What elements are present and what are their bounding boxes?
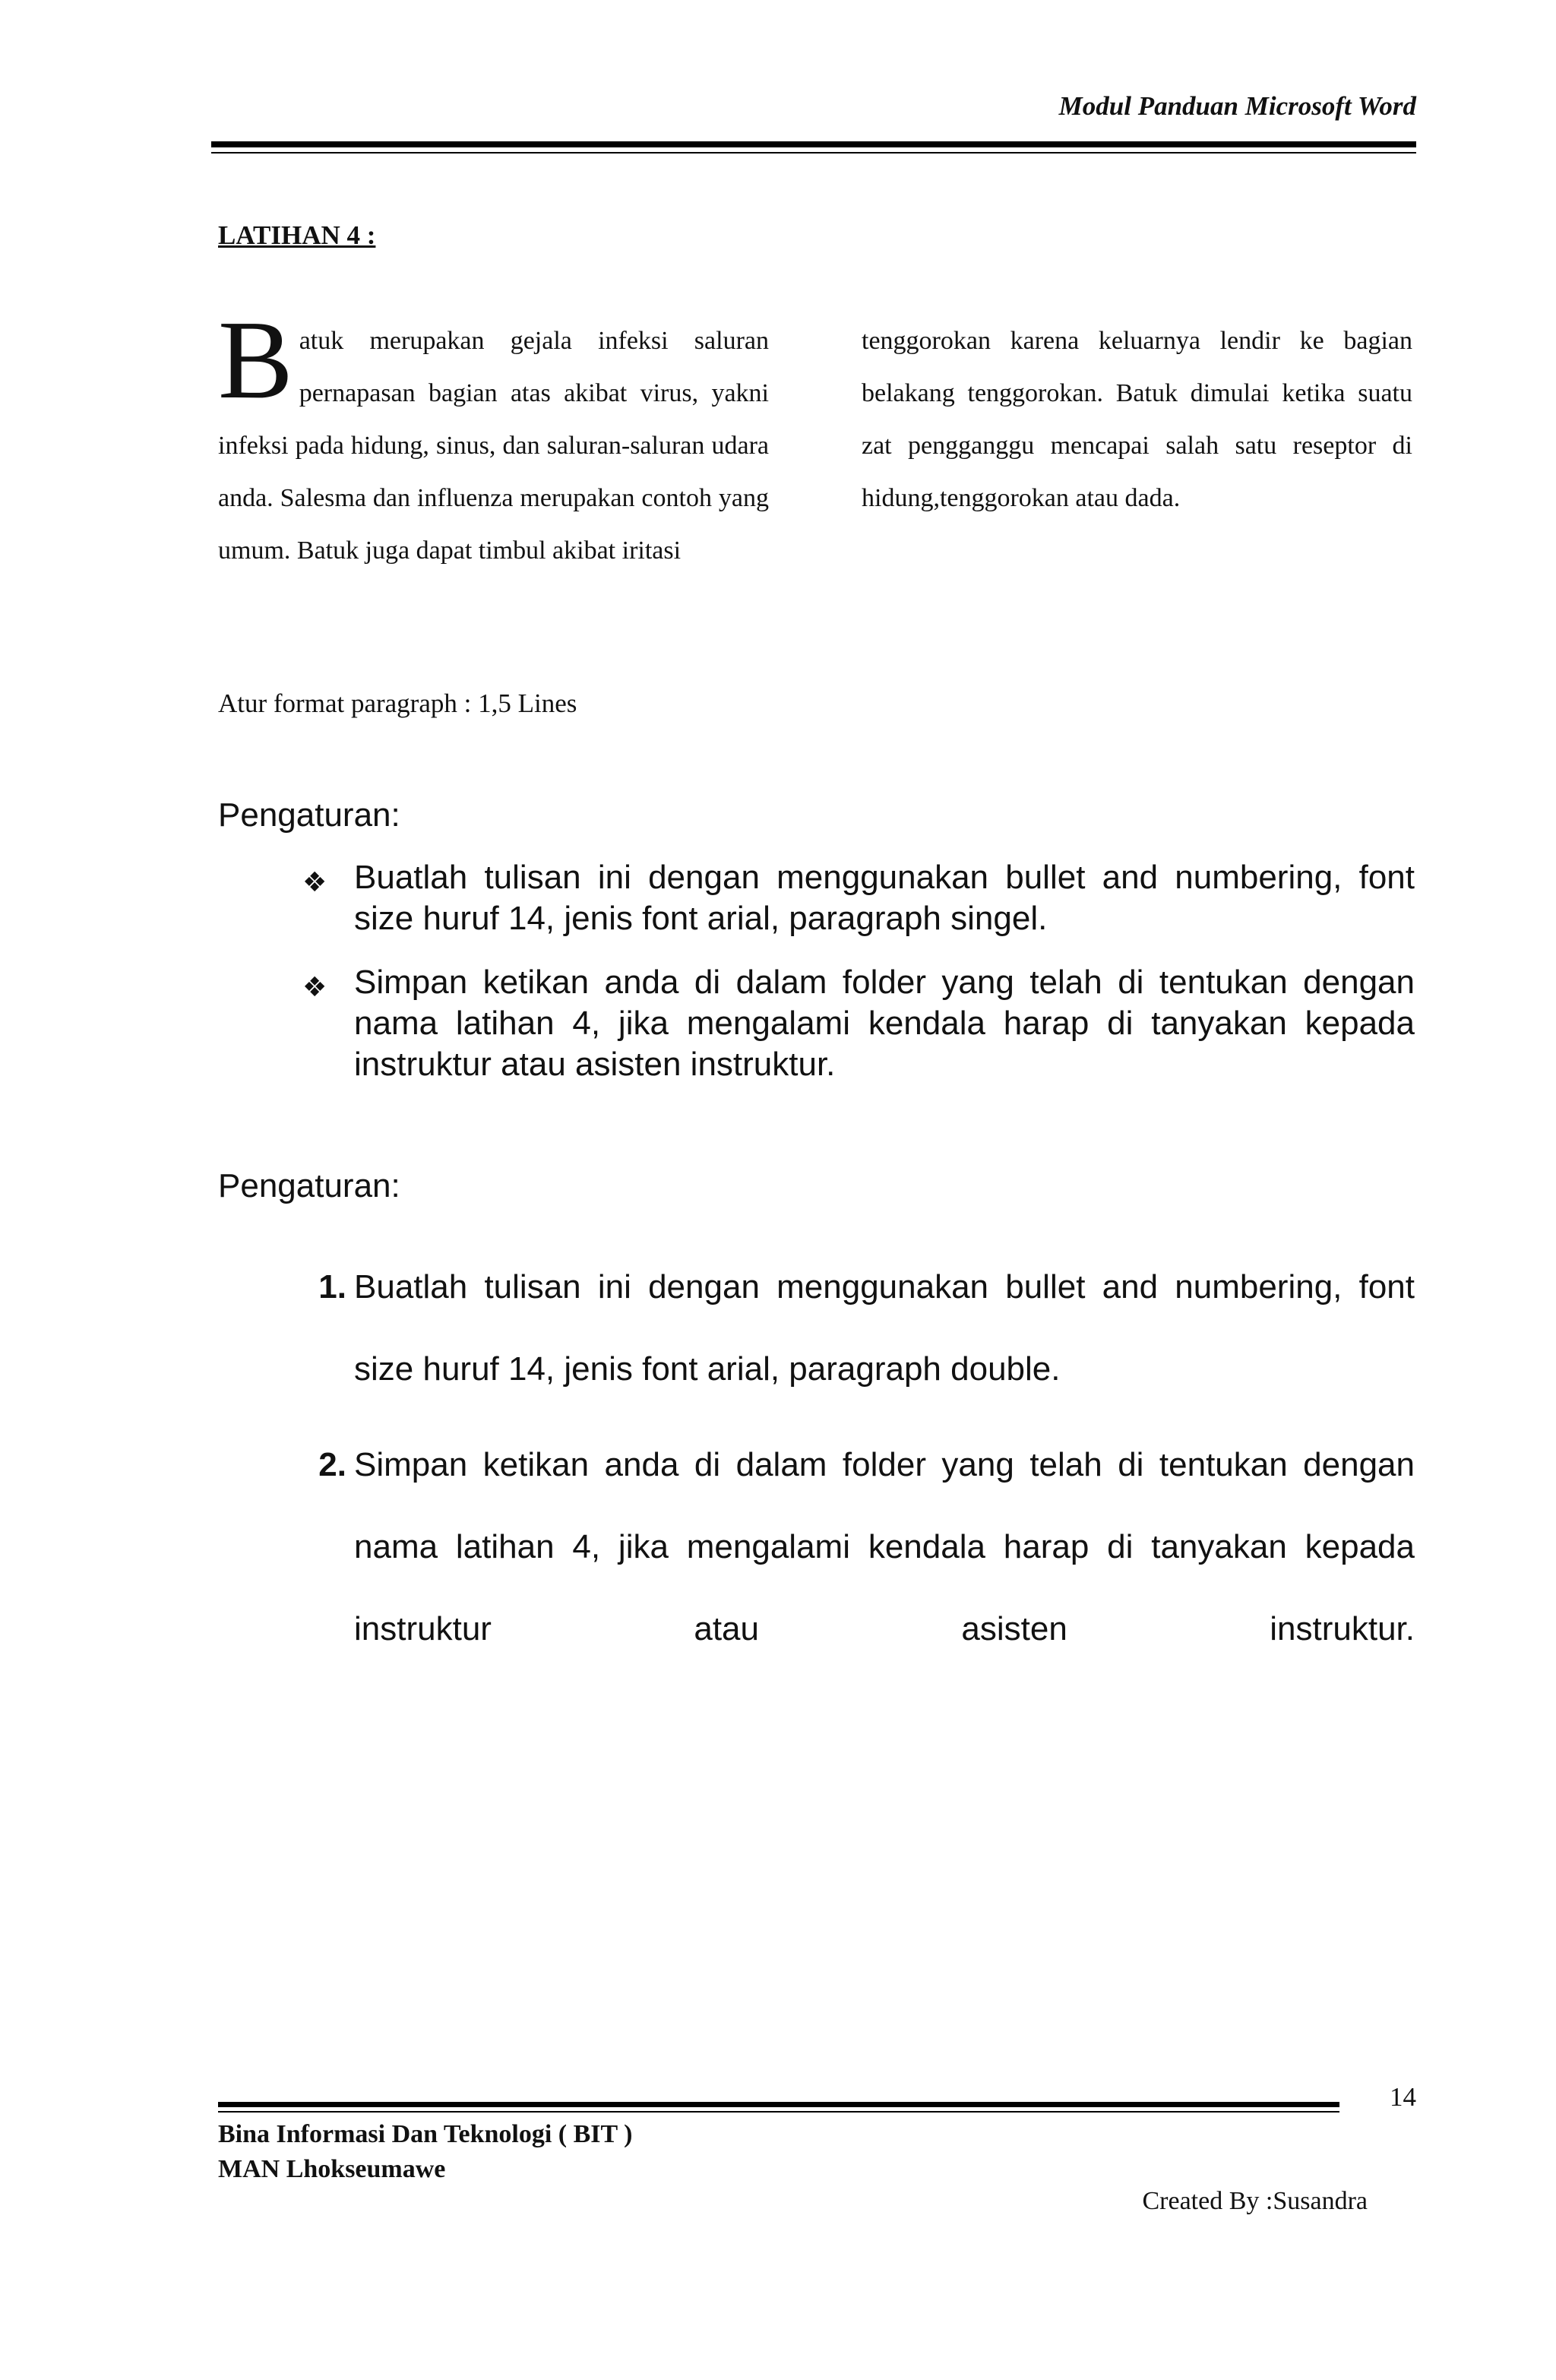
list-item <box>302 1246 1415 1410</box>
list-item <box>302 962 1415 1085</box>
list-item <box>302 1424 1415 1670</box>
format-note: Atur format paragraph : 1,5 Lines <box>218 688 577 718</box>
drop-cap: B <box>218 298 293 423</box>
list-item-text: Simpan ketikan anda di dalam folder yang telah di tentukan dengan nama latihan 4, jika mengalami kendala harap di tanyakan kepada instruktur atau asisten instruktur. <box>354 964 1415 1083</box>
footer-credit: Created By :Susandra <box>1142 2187 1368 2215</box>
footer-organization <box>218 2117 632 2187</box>
running-header: Modul Panduan Microsoft Word <box>1058 91 1416 121</box>
list-item-text: Simpan ketikan anda di dalam folder yang telah di tentukan dengan nama latihan 4, jika mengalami kendala harap di tanyakan kepada instruktur atau asisten instruktur. <box>354 1446 1415 1647</box>
list-number: 2. <box>318 1446 346 1483</box>
settings-heading-2: Pengaturan: <box>218 1167 400 1204</box>
list-item-text: Buatlah tulisan ini dengan menggunakan bullet and numbering, font size huruf 14, jenis font arial, paragraph singel. <box>354 859 1415 937</box>
header-rule <box>211 141 1416 147</box>
list-item-text: Buatlah tulisan ini dengan menggunakan bullet and numbering, font size huruf 14, jenis font arial, paragraph double. <box>354 1268 1415 1388</box>
list-item <box>302 857 1415 939</box>
footer-rule <box>218 2102 1339 2107</box>
page-number: 14 <box>1390 2082 1416 2112</box>
list-number: 1. <box>318 1268 346 1306</box>
diamond-bullet-icon: ❖ <box>302 866 327 897</box>
paragraph-column-left <box>218 298 769 577</box>
footer-org-name: Bina Informasi Dan Teknologi ( BIT ) <box>218 2120 633 2148</box>
numbered-list <box>302 1246 1415 1670</box>
diamond-bullet-icon: ❖ <box>302 971 327 1002</box>
footer-rule-thin <box>218 2111 1339 2113</box>
settings-heading-1: Pengaturan: <box>218 796 400 834</box>
footer-school-name: MAN Lhokseumawe <box>218 2155 446 2183</box>
header-rule-thin <box>211 152 1416 153</box>
exercise-title: LATIHAN 4 : <box>218 220 376 250</box>
paragraph-column-right: tenggorokan karena keluarnya lendir ke bagian belakang tenggorokan. Batuk dimulai ketika suatu zat pengganggu mencapai salah satu reseptor di hidung,tenggorokan atau dada. <box>862 327 1412 512</box>
paragraph-text-left: atuk merupakan gejala infeksi saluran pernapasan bagian atas akibat virus, yakni infeksi pada hidung, sinus, dan saluran-saluran udara anda. Salesma dan influenza merupakan contoh yang umum. Batuk juga dapat timbul akibat iritasi <box>218 327 769 565</box>
bullet-list <box>302 857 1415 1085</box>
